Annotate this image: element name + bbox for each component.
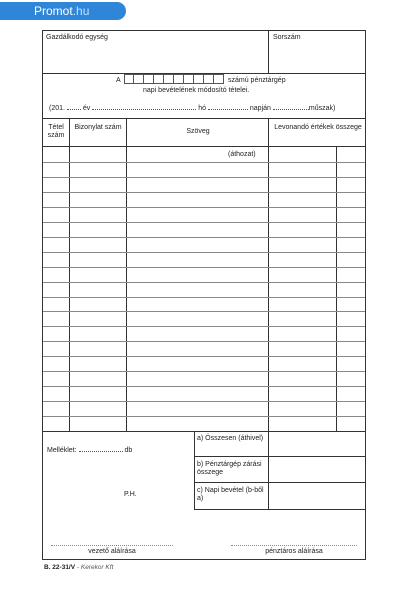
form-code: B. 22-31/V (44, 564, 76, 571)
register-digit-box[interactable] (124, 74, 134, 84)
table-row[interactable] (43, 341, 365, 342)
table-row[interactable] (43, 267, 365, 268)
register-digit-box[interactable] (194, 74, 204, 84)
watermark-badge (0, 2, 126, 20)
serial-label: Sorszám (273, 34, 301, 41)
date-day-label: napján (249, 105, 271, 112)
summary-line-3 (194, 509, 365, 510)
table-row[interactable] (43, 252, 365, 253)
date-month-label: hó (198, 105, 206, 112)
col-header-item: Tétel szám (47, 124, 65, 139)
date-line (49, 105, 367, 113)
register-digit-box[interactable] (134, 74, 144, 84)
table-row[interactable] (43, 371, 365, 372)
col-header-text: Szöveg (186, 128, 210, 135)
register-digit-box[interactable] (174, 74, 184, 84)
date-shift-label: műszak) (308, 105, 336, 112)
col-line-cents (336, 146, 337, 431)
total-value-field[interactable] (269, 432, 366, 456)
revenue-value-field[interactable] (269, 483, 366, 509)
col-header-document: Bizonylat szám (74, 124, 122, 131)
carry-label: (áthozat) (228, 151, 256, 158)
day-field[interactable] (208, 109, 248, 110)
register-subtitle: napi bevételének módosító tételei. (143, 87, 250, 94)
summary-label-revenue: c) Napi bevétel (b-ből a) (197, 487, 264, 502)
table-header-line (43, 146, 365, 147)
header-divider (268, 31, 269, 73)
cashier-signature-line[interactable] (231, 545, 357, 546)
year-field[interactable] (67, 109, 81, 110)
table-row[interactable] (43, 401, 365, 402)
col-line-2 (126, 118, 127, 431)
register-prefix: A (116, 77, 121, 84)
table-row[interactable] (43, 326, 365, 327)
col-line-1 (69, 118, 70, 431)
table-row[interactable] (43, 192, 365, 193)
table-row[interactable] (43, 162, 365, 163)
watermark-suffix: .hu (72, 4, 90, 18)
table-row[interactable] (43, 282, 365, 283)
register-digit-box[interactable] (204, 74, 214, 84)
register-digit-box[interactable] (164, 74, 174, 84)
col-line-3 (268, 118, 269, 431)
table-row[interactable] (43, 297, 365, 298)
table-row[interactable] (43, 356, 365, 357)
table-row[interactable] (43, 386, 365, 387)
table-row[interactable] (43, 177, 365, 178)
table-row[interactable] (43, 311, 365, 312)
month-field[interactable] (92, 109, 196, 110)
publisher: - Kerekor Kft (76, 564, 114, 571)
table-row[interactable] (43, 207, 365, 208)
shift-field[interactable] (273, 109, 309, 110)
cashier-signature-label: pénztáros aláírása (265, 548, 323, 555)
register-digit-box[interactable] (144, 74, 154, 84)
register-number-boxes[interactable] (124, 74, 224, 84)
cash-register-form (42, 30, 366, 560)
table-row[interactable] (43, 416, 365, 417)
manager-signature-line[interactable] (51, 545, 173, 546)
col-header-deduction: Levonandó értékek összege (274, 124, 362, 131)
manager-signature-label: vezető aláírása (88, 548, 136, 555)
summary-divider-left (194, 431, 195, 509)
summary-label-closing: b) Pénztárgép zárási összege (197, 461, 262, 476)
register-digit-box[interactable] (154, 74, 164, 84)
summary-label-total: a) Összesen (áthivel) (197, 435, 264, 442)
table-row[interactable] (43, 222, 365, 223)
title-bottom-line (43, 118, 365, 119)
table-row[interactable] (43, 237, 365, 238)
unit-label: Gazdálkodó egység (46, 34, 108, 41)
register-digit-box[interactable] (184, 74, 194, 84)
footer (44, 564, 113, 571)
closing-value-field[interactable] (269, 457, 366, 482)
stamp-label: P.H. (124, 491, 137, 498)
watermark-brand: Promot (34, 4, 73, 18)
register-suffix: számú pénztárgép (228, 77, 286, 84)
attachment-label: Melléklet: (47, 447, 77, 454)
attachment-row (47, 447, 132, 455)
date-year: (201. (49, 105, 65, 112)
register-digit-box[interactable] (214, 74, 224, 84)
date-year-label: év (82, 105, 91, 112)
attachment-count-field[interactable] (79, 451, 123, 452)
attachment-unit: db (124, 447, 133, 454)
